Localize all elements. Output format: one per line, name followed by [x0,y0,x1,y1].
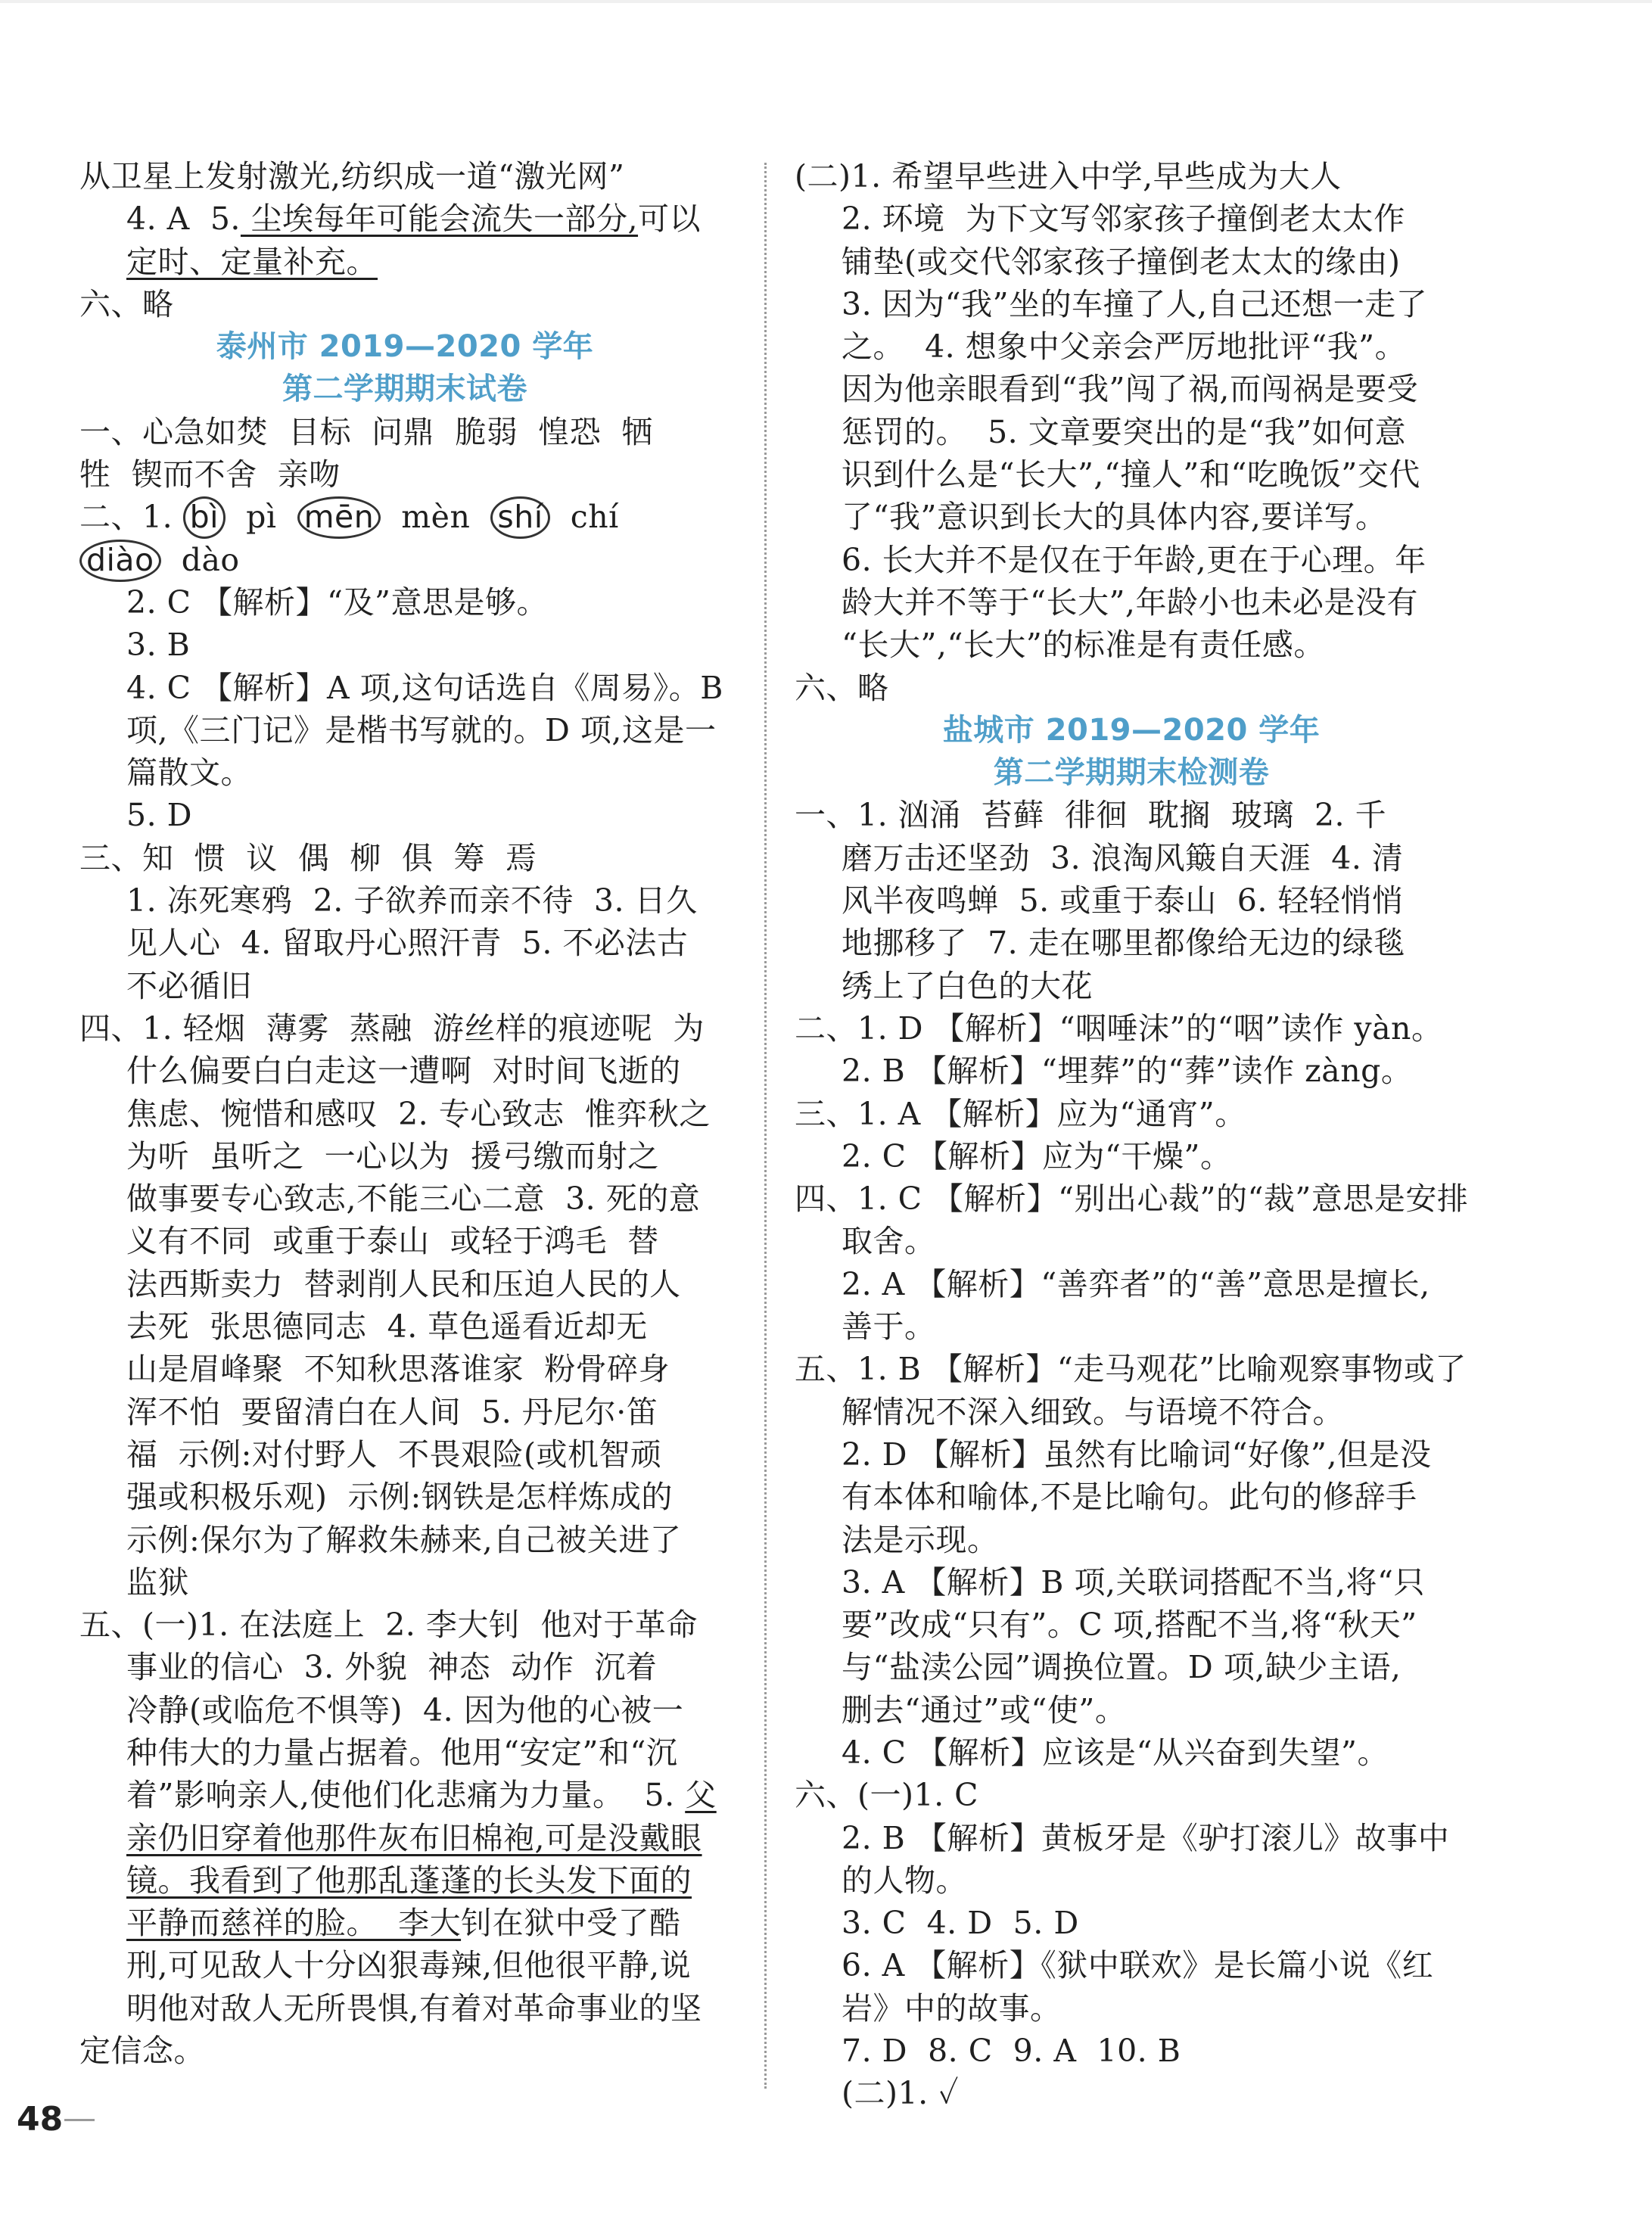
left-column-line: 四、1. 轻烟 薄雾 蒸融 游丝样的痕迹呢 为 [79,1010,705,1047]
left-column-line: 定信念。 [79,2033,205,2070]
right-column-line: 6. A 【解析】《狱中联欢》是长篇小说《红 [842,1947,1434,1984]
right-column-line: 风半夜鸣蝉 5. 或重于泰山 6. 轻轻悄悄 [842,882,1404,919]
right-column-line: 4. C 【解析】应该是“从兴奋到失望”。 [842,1734,1389,1771]
right-column-line: 3. 因为“我”坐的车撞了人,自己还想一走了 [842,285,1428,322]
top-edge [0,0,1652,3]
left-column-line: 为听 虽听之 一心以为 援弓缴而射之 [126,1137,659,1174]
left-column-line: 不必循旧 [126,967,252,1004]
right-column-line: 磨万击还坚劲 3. 浪淘风簸自天涯 4. 清 [842,839,1404,876]
right-column-line: 地挪移了 7. 走在哪里都像给无边的绿毯 [842,925,1405,962]
right-column-section-heading: 第二学期期末检测卷 [993,755,1270,791]
left-column-line: 1. 冻死寒鸦 2. 子欲养而亲不待 3. 日久 [126,882,698,919]
right-column-line: 善于。 [842,1308,936,1345]
right-column-line: 绣上了白色的大花 [842,967,1093,1004]
left-column-line: 监狱 [126,1563,189,1601]
right-column-line: 岩》中的故事。 [842,1989,1062,2027]
left-column-line: 篇散文。 [126,754,252,792]
left-column-line: 5. D [126,797,193,834]
left-column-line: 做事要专心致志,不能三心二意 3. 死的意 [126,1181,701,1218]
right-column-line: 2. B 【解析】黄板牙是《驴打滚儿》故事中 [842,1819,1450,1856]
right-column-line: 有本体和喻体,不是比喻句。此句的修辞手 [842,1479,1417,1516]
right-column-line: 了“我”意识到长大的具体内容,要详写。 [842,499,1387,536]
left-column-line: 4. A 5. 尘埃每年可能会流失一部分,可以 [126,201,702,238]
right-column-line: 取舍。 [842,1223,936,1260]
right-column-line: 要”改成“只有”。C 项,搭配不当,将“秋天” [842,1607,1417,1644]
right-column-line: 3. C 4. D 5. D [842,1905,1079,1942]
right-column-line: 三、1. A 【解析】应为“通宵”。 [795,1095,1246,1132]
right-column-line: 识到什么是“长大”,“撞人”和“吃晚饭”交代 [842,456,1420,493]
left-column-line: 冷静(或临危不惧等) 4. 因为他的心被一 [126,1691,684,1728]
right-column-line: 五、1. B 【解析】“走马观花”比喻观察事物或了 [795,1351,1467,1388]
left-column [79,155,730,2072]
right-column-line: 7. D 8. C 9. A 10. B [842,2033,1181,2070]
right-column-line: 3. A 【解析】B 项,关联词搭配不当,将“只 [842,1563,1425,1601]
left-column-line: 去死 张思德同志 4. 草色遥看近却无 [126,1308,648,1345]
right-column-line: 2. B 【解析】“埋葬”的“葬”读作 zàng。 [842,1053,1413,1090]
left-column-line: 什么偏要白白走这一遭啊 对时间飞逝的 [126,1053,681,1090]
right-column-line: 铺垫(或交代邻家孩子撞倒老太太的缘由) [842,243,1401,280]
right-column [795,155,1468,2115]
right-column-line: 6. 长大并不是仅在于年龄,更在于心理。年 [842,541,1426,578]
right-column-line: 2. 环境 为下文写邻家孩子撞倒老太太作 [842,201,1405,238]
left-column-line: 从卫星上发射激光,纺织成一道“激光网” [79,158,625,194]
left-column-line: 强或积极乐观) 示例:钢铁是怎样炼成的 [126,1479,673,1516]
left-column-line: 五、(一)1. 在法庭上 2. 李大钊 他对于革命 [79,1607,698,1644]
left-column-line: 一、心急如焚 目标 问鼎 脆弱 惶恐 牺 [79,413,653,450]
right-column-line: 与“盐渎公园”调换位置。D 项,缺少主语, [842,1649,1402,1686]
left-column-line: 4. C 【解析】A 项,这句话选自《周易》。B [126,669,723,706]
page-number: 48 [17,2100,64,2139]
right-column-line: 之。 4. 想象中父亲会严厉地批评“我”。 [842,328,1407,366]
left-column-line: 明他对敌人无所畏惧,有着对革命事业的坚 [126,1989,702,2027]
right-column-line: 2. D 【解析】虽然有比喻词“好像”,但是没 [842,1436,1432,1473]
right-column-line: 2. A 【解析】“善弈者”的“善”意思是擅长, [842,1265,1430,1302]
left-column-line: 二、1. bì pì mēn mèn shí chí [79,496,730,538]
left-column-line: 山是眉峰聚 不知秋思落谁家 粉骨碎身 [126,1351,670,1388]
right-column-line: (二)1. ✓ [842,2075,960,2112]
left-column-section-heading: 泰州市 2019—2020 学年 [216,329,594,365]
right-column-line: 的人物。 [842,1862,967,1899]
right-column-line: 惩罚的。 5. 文章要突出的是“我”如何意 [842,413,1407,450]
right-column-line: “长大”,“长大”的标准是有责任感。 [842,627,1325,664]
left-column-line: 焦虑、惋惜和感叹 2. 专心致志 惟弈秋之 [126,1095,711,1132]
right-column-line: 一、1. 汹涌 苔藓 徘徊 耽搁 玻璃 2. 千 [795,797,1387,834]
right-column-line: 六、略 [795,669,889,706]
left-column-line: 事业的信心 3. 外貌 神态 动作 沉着 [126,1649,658,1686]
left-column-line: 示例:保尔为了解救朱赫来,自己被关进了 [126,1521,682,1558]
right-column-line: 六、(一)1. C [795,1777,979,1814]
right-column-line: 因为他亲眼看到“我”闯了祸,而闯祸是要受 [842,371,1418,408]
left-column-line: 亲仍旧穿着他那件灰布旧棉袍,可是没戴眼 [126,1819,702,1856]
left-column-line: 浑不怕 要留清白在人间 5. 丹尼尔·笛 [126,1393,658,1430]
left-column-line: 种伟大的力量占据着。他用“安定”和“沉 [126,1734,678,1771]
left-column-line: 法西斯卖力 替剥削人民和压迫人民的人 [126,1265,681,1302]
left-column-line: 3. B [126,627,191,664]
left-column-line: 镜。我看到了他那乱蓬蓬的长头发下面的 [126,1862,692,1899]
left-column-line: 定时、定量补充。 [126,243,378,280]
left-column-line: 刑,可见敌人十分凶狠毒辣,但他很平静,说 [126,1947,692,1984]
left-column-line: 见人心 4. 留取丹心照汗青 5. 不必法古 [126,925,689,962]
left-column-line: 牲 锲而不舍 亲吻 [79,456,341,493]
left-column-line: 着”影响亲人,使他们化悲痛为力量。 5. 父 [126,1777,717,1814]
right-column-line: 删去“通过”或“使”。 [842,1691,1127,1728]
page-number-rule [64,2119,95,2121]
right-column-line: 2. C 【解析】应为“干燥”。 [842,1137,1232,1174]
left-column-line: 平静而慈祥的脸。 李大钊在狱中受了酷 [126,1905,681,1942]
column-divider [764,163,767,2089]
right-column-line: 法是示现。 [842,1521,999,1558]
right-column-line: (二)1. 希望早些进入中学,早些成为大人 [795,158,1342,194]
left-column-section-heading: 第二学期期末试卷 [282,372,527,407]
right-column-line: 龄大并不等于“长大”,年龄小也未必是没有 [842,583,1418,621]
left-column-line: 义有不同 或重于泰山 或轻于鸿毛 替 [126,1223,659,1260]
right-column-section-heading: 盐城市 2019—2020 学年 [942,712,1321,748]
left-column-line: diào dào [79,539,730,581]
left-column-line: 福 示例:对付野人 不畏艰险(或机智顽 [126,1436,662,1473]
right-column-line: 四、1. C 【解析】“别出心裁”的“裁”意思是安排 [795,1181,1469,1218]
right-column-line: 解情况不深入细致。与语境不符合。 [842,1393,1344,1430]
left-column-line: 三、知 惯 议 偶 柳 俱 筹 焉 [79,839,537,876]
left-column-line: 2. C 【解析】“及”意思是够。 [126,583,548,621]
right-column-line: 二、1. D 【解析】“咽唾沫”的“咽”读作 yàn。 [795,1010,1443,1047]
left-column-line: 六、略 [79,285,174,322]
left-column-line: 项,《三门记》是楷书写就的。D 项,这是一 [126,711,717,748]
